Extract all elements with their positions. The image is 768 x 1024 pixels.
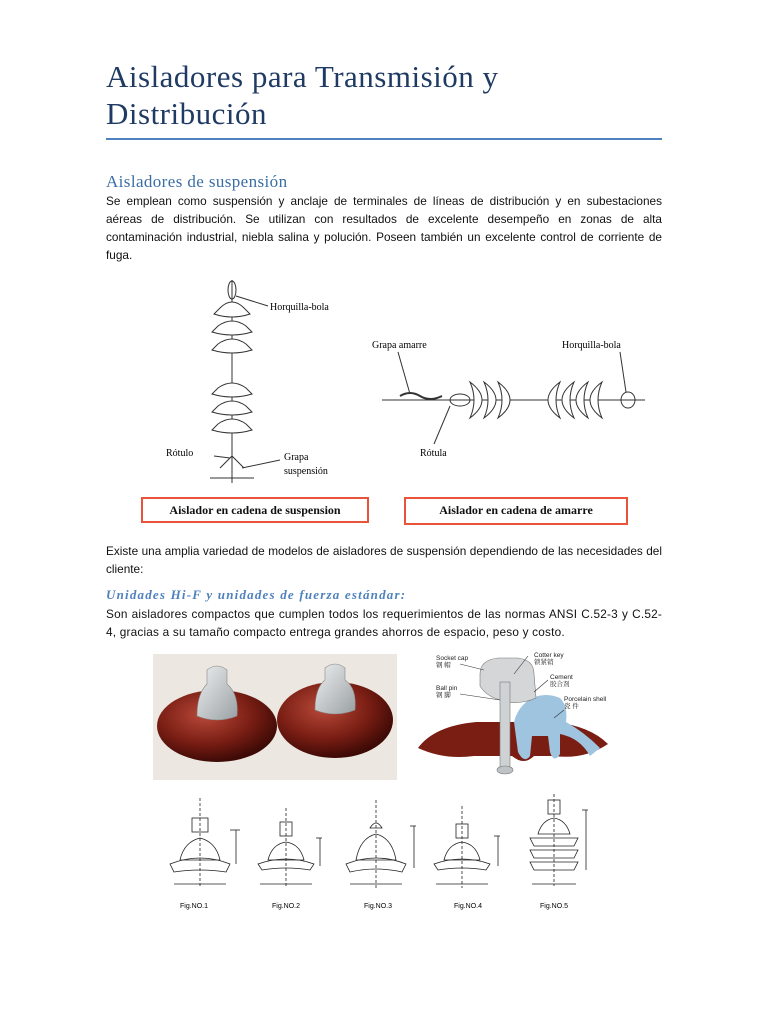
figure-4-drawing — [434, 806, 500, 888]
suspension-paragraph: Se emplean como suspensión y anclaje de terminales de líneas de distribución y en subestaciones aéreas de distribución. Se utilizan con resultados de excelente desempeño en zonas de alta contaminación industrial, niebla salina y polución. Poseen también un excelente control de corriente de fuga. — [106, 194, 662, 262]
page-title: Aisladores para Transmisión y Distribución — [106, 59, 499, 131]
figure-5-drawing — [530, 794, 588, 886]
suspension-chain-diagram — [150, 278, 370, 490]
label-suspension: suspensión — [284, 466, 328, 477]
figure-3-drawing — [346, 800, 416, 888]
figure-2-drawing — [258, 808, 322, 888]
label-cotter-key-cn: 锁紧销 — [534, 659, 554, 666]
technical-figures — [160, 792, 596, 914]
label-horquilla-bola-amarre: Horquilla-bola — [562, 340, 621, 351]
label-porcelain-shell-cn: 瓷 件 — [564, 703, 579, 710]
label-rotulo: Rótulo — [166, 448, 194, 459]
label-grapa: Grapa — [284, 452, 309, 463]
label-cement-cn: 胶合剂 — [550, 681, 570, 688]
caption-suspension-chain: Aislador en cadena de suspension — [141, 497, 369, 523]
insulator-cutaway-diagram — [414, 652, 610, 778]
label-cotter-key: Cotter key — [534, 652, 564, 659]
fig-label-2: Fig.NO.2 — [272, 903, 301, 910]
label-ball-pin-cn: 钢 脚 — [436, 692, 451, 699]
label-cement: Cement — [550, 674, 573, 681]
label-grapa-amarre: Grapa amarre — [372, 340, 427, 351]
title-rule — [106, 138, 662, 140]
label-socket-cap: Socket cap — [436, 655, 469, 662]
figure-1-drawing — [170, 798, 240, 888]
label-socket-cap-cn: 钢 帽 — [436, 662, 451, 669]
section-heading-hif: Unidades Hi-F y unidades de fuerza estándar: — [106, 587, 407, 602]
hif-paragraph: Son aisladores compactos que cumplen todos los requerimientos de las normas ANSI C.52-3 y C.52-4, gracias a su tamaño compacto entrega grandes ahorros de espacio, peso y costo. — [106, 607, 662, 639]
insulator-photo — [153, 654, 397, 780]
label-ball-pin: Ball pin — [436, 685, 458, 692]
label-porcelain-shell: Porcelain shell — [564, 696, 607, 703]
fig-label-1: Fig.NO.1 — [180, 903, 209, 910]
label-horquilla-bola: Horquilla-bola — [270, 302, 329, 313]
label-rotula: Rótula — [420, 448, 447, 459]
tension-chain-diagram — [370, 332, 660, 472]
section-heading-suspension: Aisladores de suspensión — [106, 172, 288, 191]
fig-label-3: Fig.NO.3 — [364, 903, 393, 910]
caption-tension-chain: Aislador en cadena de amarre — [404, 497, 628, 525]
fig-label-5: Fig.NO.5 — [540, 903, 569, 910]
variety-paragraph: Existe una amplia variedad de modelos de aisladores de suspensión dependiendo de las necesidades del cliente: — [106, 544, 662, 576]
fig-label-4: Fig.NO.4 — [454, 903, 483, 910]
